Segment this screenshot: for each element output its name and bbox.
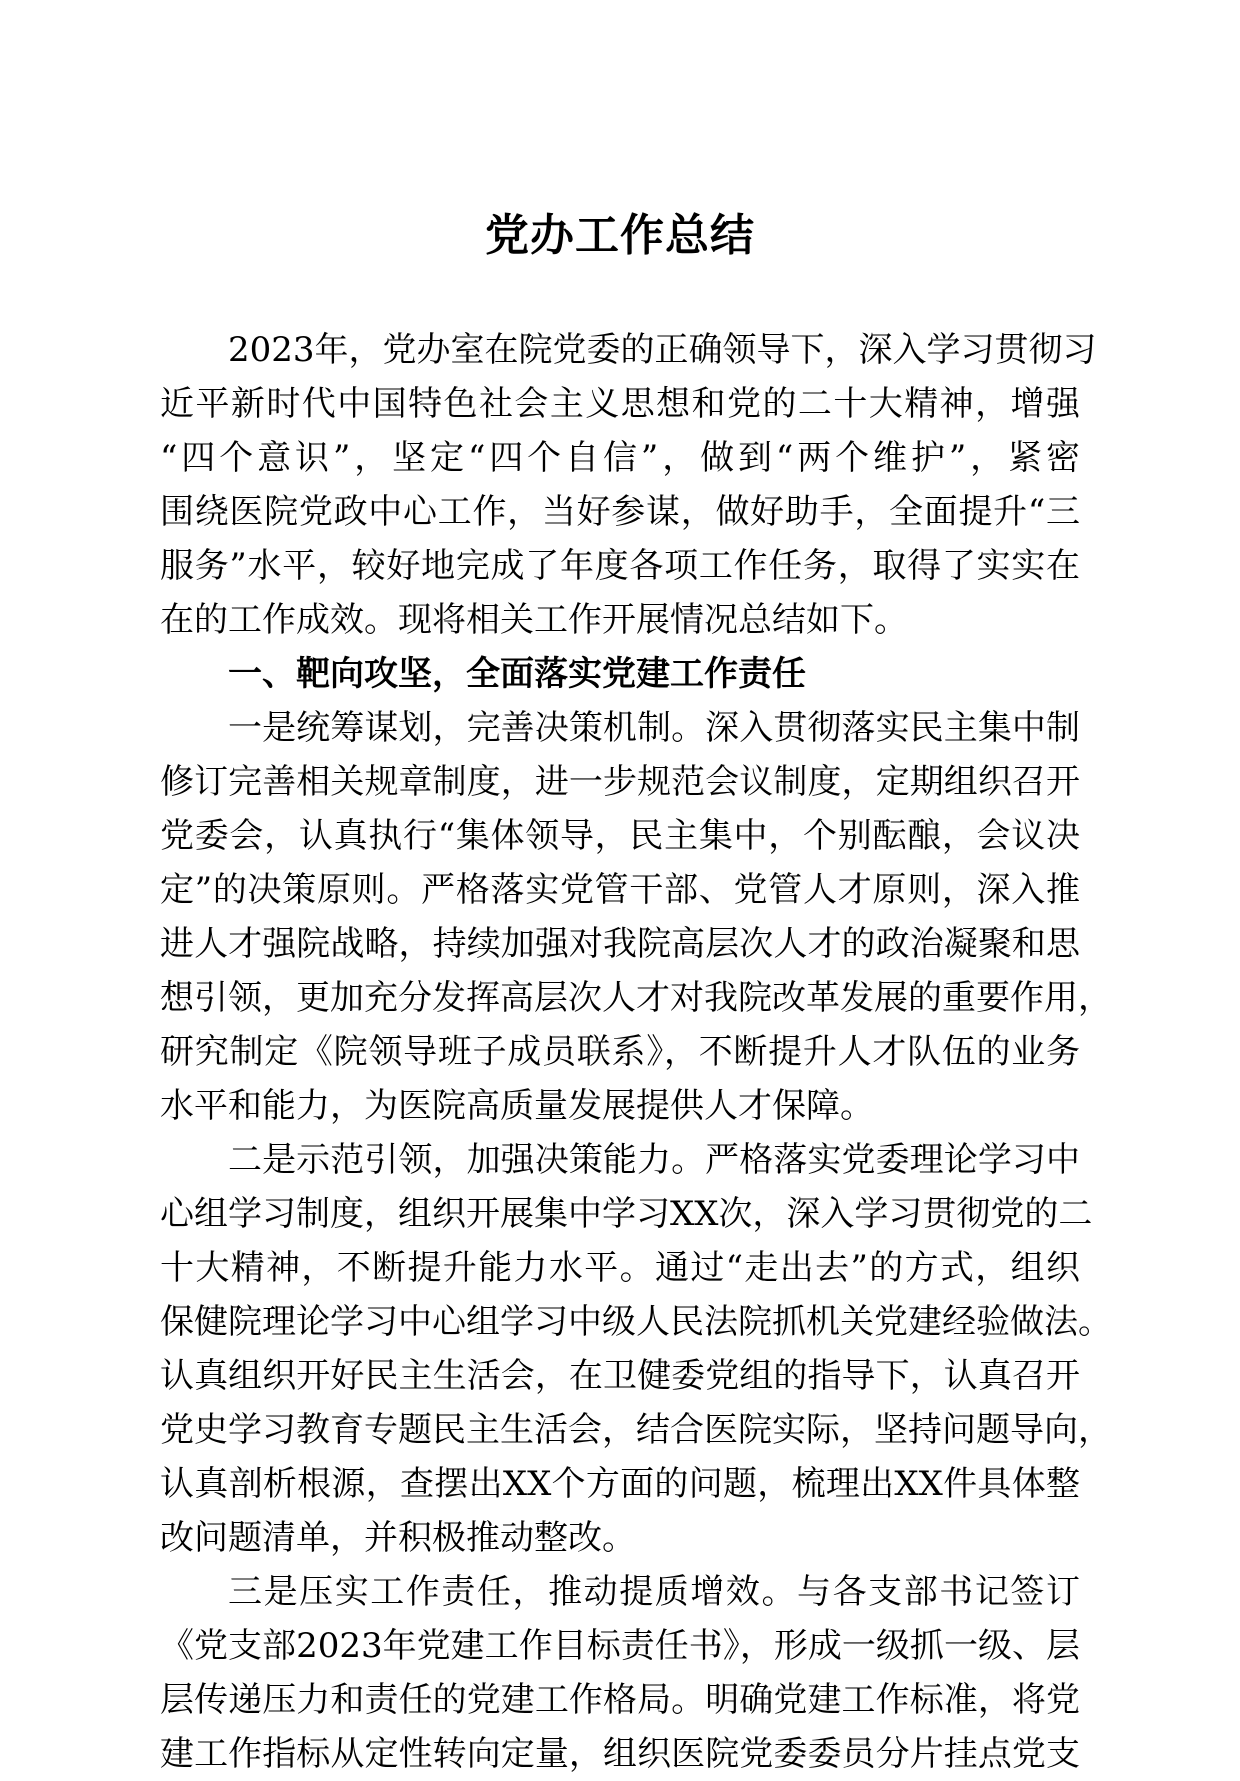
paragraph-line: 《党支部2023年党建工作目标责任书》，形成一级抓一级、层 — [160, 1626, 1080, 1666]
paragraph-line: 修订完善相关规章制度，进一步规范会议制度，定期组织召开 — [160, 762, 1080, 802]
paragraph-line: 服务”水平，较好地完成了年度各项工作任务，取得了实实在 — [160, 546, 1080, 586]
paragraph-line: 心组学习制度，组织开展集中学习XX次，深入学习贯彻党的二 — [160, 1194, 1093, 1234]
paragraph-line: 建工作指标从定性转向定量，组织医院党委委员分片挂点党支 — [160, 1734, 1080, 1774]
paragraph-line: 认真组织开好民主生活会，在卫健委党组的指导下，认真召开 — [160, 1356, 1080, 1396]
paragraph-line: 十大精神，不断提升能力水平。通过“走出去”的方式，组织 — [160, 1248, 1080, 1288]
section-heading: 一、靶向攻坚，全面落实党建工作责任 — [228, 654, 806, 694]
paragraph-line: 近平新时代中国特色社会主义思想和党的二十大精神，增强 — [160, 384, 1080, 424]
paragraph-line: 认真剖析根源，查摆出XX个方面的问题，梳理出XX件具体整 — [160, 1464, 1080, 1504]
paragraph-line: 改问题清单，并积极推动整改。 — [160, 1518, 636, 1558]
paragraph-line: 2023年，党办室在院党委的正确领导下，深入学习贯彻习 — [228, 330, 1097, 370]
paragraph-line: 一是统筹谋划，完善决策机制。深入贯彻落实民主集中制 — [228, 708, 1080, 748]
paragraph-line: 研究制定《院领导班子成员联系》，不断提升人才队伍的业务 — [160, 1032, 1080, 1072]
paragraph-line: 党委会，认真执行“集体领导，民主集中，个别酝酿，会议决 — [160, 816, 1080, 856]
paragraph-line: 水平和能力，为医院高质量发展提供人才保障。 — [160, 1086, 874, 1126]
paragraph-line: 围绕医院党政中心工作，当好参谋，做好助手，全面提升“三 — [160, 492, 1080, 532]
paragraph-line: 想引领，更加充分发挥高层次人才对我院改革发展的重要作用， — [160, 978, 1112, 1018]
paragraph-line: “四个意识”，坚定“四个自信”，做到“两个维护”，紧密 — [160, 438, 1080, 478]
document-title: 党办工作总结 — [485, 210, 755, 261]
paragraph-line: 三是压实工作责任，推动提质增效。与各支部书记签订 — [228, 1572, 1080, 1612]
document-body — [160, 323, 1112, 1781]
paragraph-line: 定”的决策原则。严格落实党管干部、党管人才原则，深入推 — [160, 870, 1080, 910]
paragraph-line: 保健院理论学习中心组学习中级人民法院抓机关党建经验做法。 — [160, 1302, 1112, 1342]
paragraph-line: 在的工作成效。现将相关工作开展情况总结如下。 — [160, 600, 908, 640]
paragraph-line: 层传递压力和责任的党建工作格局。明确党建工作标准，将党 — [160, 1680, 1080, 1720]
paragraph-line: 二是示范引领，加强决策能力。严格落实党委理论学习中 — [228, 1140, 1080, 1180]
paragraph-line: 党史学习教育专题民主生活会，结合医院实际，坚持问题导向， — [160, 1410, 1112, 1450]
paragraph-line: 进人才强院战略，持续加强对我院高层次人才的政治凝聚和思 — [160, 924, 1080, 964]
